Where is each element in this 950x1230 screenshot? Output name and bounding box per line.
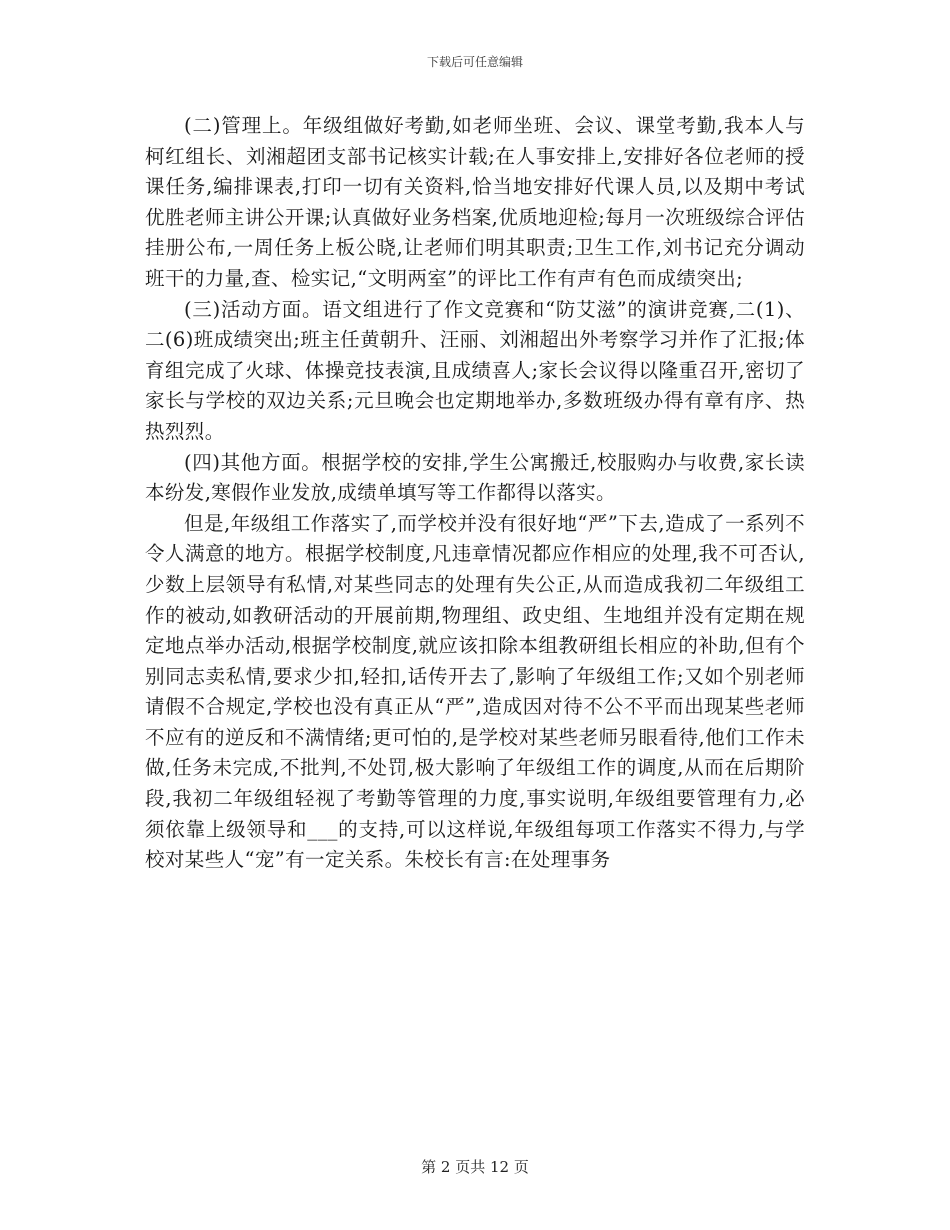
paragraph-other-aspects: (四)其他方面。根据学校的安排,学生公寓搬迁,校服购办与收费,家长读本纷发,寒假作业发放,成绩单填写等工作都得以落实。	[145, 450, 805, 505]
paragraph-problems: 但是,年级组工作落实了,而学校并没有很好地“严”下去,造成了一系列不令人满意的地方。根据学校制度,凡违章情况都应作相应的处理,我不可否认,少数上层领导有私情,对某些同志的处理有失公正,从而造成我初二年级组工作的被动,如教研活动的开展前期,物理组、政史组、生地组并没有定期在规定地点举办活动,根据学校制度,就应该扣除本组教研组长相应的补助,但有个别同志卖私情,要求少扣,轻扣,话传开去了,影响了年级组工作;又如个别老师请假不合规定,学校也没有真正从“严”,造成因对待不公不平而出现某些老师不应有的逆反和不满情绪;更可怕的,是学校对某些老师另眼看待,他们工作未做,任务未完成,不批判,不处罚,极大影响了年级组工作的调度,从而在后期阶段,我初二年级组轻视了考勤等管理的力度,事实说明,年级组要管理有力,必须依靠上级领导和___的支持,可以这样说,年级组每项工作落实不得力,与学校对某些人“宠”有一定关系。朱校长有言:在处理事务	[145, 511, 805, 872]
paragraph-management: (二)管理上。年级组做好考勤,如老师坐班、会议、课堂考勤,我本人与柯红组长、刘湘超团支部书记核实计载;在人事安排上,安排好各位老师的授课任务,编排课表,打印一切有关资料,恰当地安排好代课人员,以及期中考试优胜老师主讲公开课;认真做好业务档案,优质地迎检;每月一次班级综合评估挂册公布,一周任务上板公晓,让老师们明其职责;卫生工作,刘书记充分调动班干的力量,查、检实记,“文明两室”的评比工作有声有色而成绩突出;	[145, 114, 805, 290]
page-number-footer: 第 2 页共 12 页	[421, 1158, 529, 1176]
paragraph-activities: (三)活动方面。语文组进行了作文竞赛和“防艾滋”的演讲竞赛,二(1)、二(6)班成绩突出;班主任黄朝升、汪丽、刘湘超出外考察学习并作了汇报;体育组完成了火球、体操竞技表演,且成绩喜人;家长会议得以隆重召开,密切了家长与学校的双边关系;元旦晚会也定期地举办,多数班级办得有章有序、热热烈烈。	[145, 297, 805, 443]
document-body	[145, 111, 805, 876]
page-header-note: 下载后可任意编辑	[426, 55, 523, 69]
